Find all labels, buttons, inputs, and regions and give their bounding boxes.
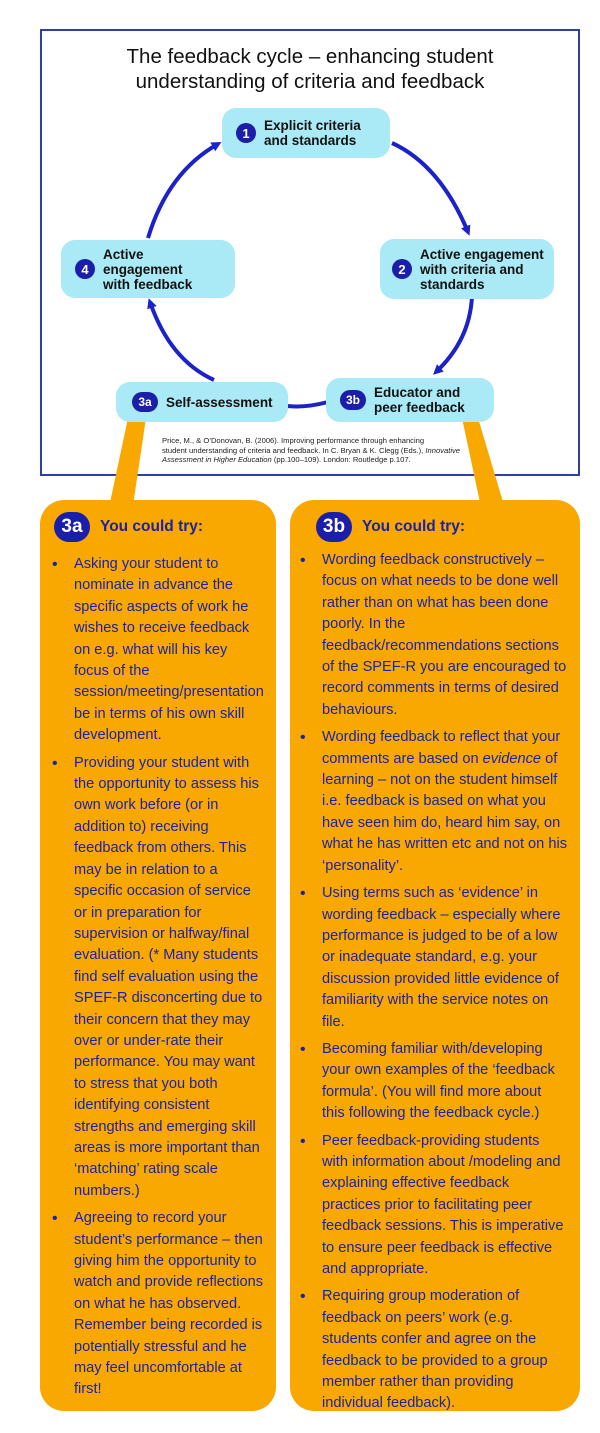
node-2-line-2: with criteria and xyxy=(420,261,524,277)
badge-3b: 3b xyxy=(340,390,366,410)
panel-3a xyxy=(40,500,276,1411)
citation-line-2: student understanding of criteria and feedback. In C. Bryan & K. Clegg (Eds.), xyxy=(162,445,426,455)
node-2-line-1: Active engagement xyxy=(420,246,544,262)
node-self-assessment xyxy=(116,382,288,422)
node-4-line-3: with feedback xyxy=(103,276,193,292)
item-2-emphasis: evidence xyxy=(482,750,542,767)
list-item: • Peer feedback-providing students with information about /modeling and explaining effective feedback practices prior to facilitating peer feedback sessions. This is imperative to ensure peer feedback is effective and appropriate. xyxy=(300,1131,568,1281)
node-educator-peer-feedback xyxy=(326,378,494,422)
node-explicit-criteria xyxy=(222,108,390,158)
list-item: • Asking your student to nominate in advance the specific aspects of work he wishes to receive feedback on e.g. what will his key focus of the session/meeting/presentation be in terms of his own skill development. xyxy=(52,554,264,747)
list-item: • Becoming familiar with/developing your own examples of the ‘feedback formula’. (You will find more about this following the feedback cycle.) xyxy=(300,1039,568,1125)
node-active-engagement-criteria xyxy=(380,239,554,299)
node-3a-line-1: Self-assessment xyxy=(166,394,273,410)
node-4-line-1: Active xyxy=(103,246,144,262)
item-2-text-b: of learning – not on the student himself i.e. feedback is based on what you have seen him do, heard him say, on what he has written etc and not on his ‘personality’. xyxy=(322,750,568,874)
title-line-2: understanding of criteria and feedback xyxy=(135,70,485,93)
node-1-line-2: and standards xyxy=(264,133,357,148)
panel-3b-badge: 3b xyxy=(316,512,352,542)
citation-title-part-2: Assessment in Higher Education xyxy=(162,455,272,464)
list-item: • Providing your student with the opportunity to assess his own work before (or in addition to) receiving feedback from others. This may be in relation to a specific occasion of service or in preparation for supervision or halfway/final evaluation. (* Many students find self evaluation using the SPEF-R disconcerting due to their concern that they may over or under-rate their performance. You may want to stress that you both identifying consistent strengths and emerging skill areas is more important than ‘matching’ rating scale numbers.) xyxy=(52,753,264,1203)
panel-3b-list xyxy=(300,550,568,1421)
citation-line-3: (pp.100–109). London: Routledge p.107. xyxy=(271,455,411,464)
panel-3b-title: You could try: xyxy=(362,518,466,535)
node-3b-line-2: peer feedback xyxy=(374,400,465,415)
callout-wedge-3b xyxy=(462,418,506,512)
panel-3a-list xyxy=(52,554,264,1407)
panel-3a-badge: 3a xyxy=(54,512,90,542)
list-item: • Requiring group moderation of feedback on peers’ work (e.g. students confer and agree on the feedback to be provided to a group member rather than providing individual feedback). xyxy=(300,1286,568,1414)
badge-3a: 3a xyxy=(132,392,158,412)
arrow-4-to-1 xyxy=(148,144,218,238)
arrow-3a-to-4 xyxy=(150,302,214,380)
list-item: • Wording feedback constructively – focus on what needs to be done well rather than on what has been done poorly. In the feedback/recommendations sections of the SPEF-R you are encouraged to record comments in terms of desired behaviours. xyxy=(300,550,568,721)
callout-wedge-3a xyxy=(108,418,146,512)
list-item xyxy=(300,727,568,877)
node-3b-line-1: Educator and xyxy=(374,385,461,400)
citation xyxy=(162,436,462,465)
badge-1: 1 xyxy=(236,123,256,143)
list-item: • Using terms such as ‘evidence’ in wording feedback – especially where performance is judged to be of a low or inadequate standard, e.g. your discussion provided little evidence of familiarity with the service notes on file. xyxy=(300,883,568,1033)
badge-2: 2 xyxy=(392,259,412,279)
node-active-engagement-feedback xyxy=(61,240,235,298)
badge-4: 4 xyxy=(75,259,95,279)
citation-line-1: Price, M., & O’Donovan, B. (2006). Improving performance through enhancing xyxy=(162,436,425,445)
node-2-line-3: standards xyxy=(420,276,485,292)
citation-title-part-1: Innovative xyxy=(425,445,461,455)
panel-3b xyxy=(290,500,580,1411)
title-line-1: The feedback cycle – enhancing student xyxy=(126,45,494,68)
arrow-2-to-3b xyxy=(436,296,472,372)
arrow-1-to-2 xyxy=(392,143,468,232)
panel-3a-title: You could try: xyxy=(100,518,204,535)
node-4-line-2: engagement xyxy=(103,261,183,277)
item-2-text-a: Wording feedback to reflect that your comments are based on xyxy=(322,729,561,767)
arrow-3b-to-3a xyxy=(288,402,328,407)
node-1-line-1: Explicit criteria xyxy=(264,118,361,133)
list-item: • Agreeing to record your student’s performance – then giving him the opportunity to watch and provide reflections on what he has observed. Remember being recorded is potentially stressful and he may feel uncomfortable at first! xyxy=(52,1208,264,1401)
